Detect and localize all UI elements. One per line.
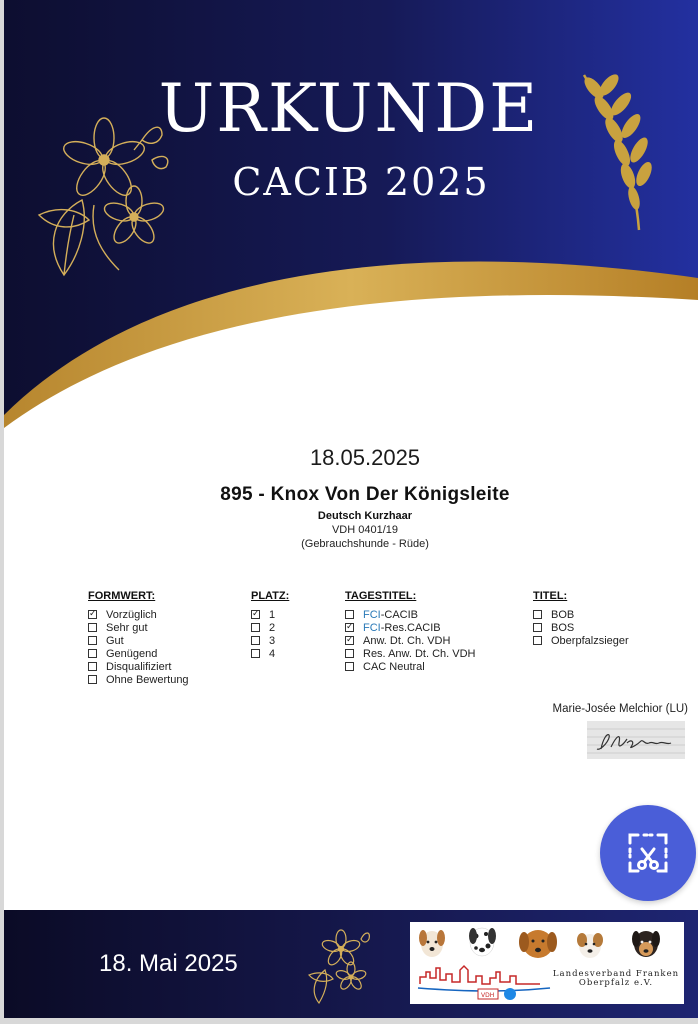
footer-date: 18. Mai 2025 — [99, 950, 238, 977]
judge-name: Marie-Josée Melchior (LU) — [552, 703, 688, 715]
option-label: Ohne Bewertung — [106, 673, 189, 686]
checkbox — [88, 636, 97, 645]
club-logo — [410, 922, 684, 1004]
option-label: Oberpfalzsieger — [551, 634, 629, 647]
option-label: 2 — [269, 621, 276, 634]
checkbox — [345, 662, 354, 671]
formwert-option — [88, 621, 189, 634]
checkbox — [533, 636, 542, 645]
checkbox — [251, 610, 260, 619]
formwert-option — [88, 608, 189, 621]
checkbox — [88, 675, 97, 684]
option-label: Genügend — [106, 647, 158, 660]
titel-option — [533, 634, 629, 647]
formwert-option — [88, 660, 189, 673]
tagestitel-section — [345, 590, 475, 673]
club-name-line1: Landesverband Franken — [552, 969, 680, 979]
screenshot-crop-icon — [600, 805, 696, 901]
titel-option — [533, 608, 629, 621]
option-label: Disqualifiziert — [106, 660, 172, 673]
checkbox — [251, 623, 260, 632]
titel-option — [533, 621, 629, 634]
option-label: BOB — [551, 608, 575, 621]
dogs-illustration — [410, 922, 684, 1004]
registration-number: VDH 0401/19 — [331, 524, 399, 536]
option-label: Vorzüglich — [106, 608, 157, 621]
checkbox — [345, 623, 354, 632]
certificate-subtitle: CACIB 2025 — [232, 160, 490, 204]
checkbox — [88, 649, 97, 658]
checkbox — [251, 636, 260, 645]
platz-option — [251, 634, 289, 647]
club-name — [550, 970, 682, 988]
judge-signature — [587, 721, 685, 759]
formwert-heading: FORMWERT: — [88, 590, 156, 602]
formwert-option — [88, 673, 189, 686]
option-label: CAC Neutral — [363, 660, 425, 673]
option-label: BOS — [551, 621, 575, 634]
checkbox — [88, 623, 97, 632]
checkbox — [345, 610, 354, 619]
option-label: Sehr gut — [106, 621, 148, 634]
option-label: 3 — [269, 634, 276, 647]
option-label: Anw. Dt. Ch. VDH — [363, 634, 451, 647]
platz-option — [251, 608, 289, 621]
tagestitel-option — [345, 621, 475, 634]
titel-heading: TITEL: — [533, 590, 568, 602]
option-label: -Res.CACIB — [380, 621, 441, 634]
option-label: Gut — [106, 634, 124, 647]
option-label: 4 — [269, 647, 276, 660]
dog-breed: Deutsch Kurzhaar — [317, 510, 413, 522]
formwert-section — [88, 590, 189, 686]
option-label: Res. Anw. Dt. Ch. VDH — [363, 647, 476, 660]
gold-flower-small-icon — [305, 925, 375, 1005]
show-date: 18.05.2025 — [309, 445, 421, 470]
checkbox — [533, 623, 542, 632]
checkbox — [345, 649, 354, 658]
show-class: (Gebrauchshunde - Rüde) — [301, 538, 429, 550]
option-label: -CACIB — [380, 608, 419, 621]
fci-prefix: FCI — [363, 621, 381, 634]
platz-option — [251, 647, 289, 660]
club-name-line2: Oberpfalz e.V. — [578, 978, 654, 988]
dog-name: 895 - Knox Von Der Königsleite — [220, 484, 510, 505]
fci-prefix: FCI — [363, 608, 381, 621]
svg-text:VDH: VDH — [481, 992, 495, 999]
tagestitel-heading: TAGESTITEL: — [345, 590, 417, 602]
checkbox — [251, 649, 260, 658]
checkbox — [533, 610, 542, 619]
formwert-option — [88, 634, 189, 647]
tagestitel-option — [345, 647, 475, 660]
platz-section — [251, 590, 289, 660]
screenshot-crop-button[interactable] — [600, 805, 696, 901]
certificate-title: URKUNDE — [158, 70, 540, 147]
formwert-option — [88, 647, 189, 660]
option-label: 1 — [269, 608, 276, 621]
checkbox — [88, 610, 97, 619]
platz-option — [251, 621, 289, 634]
tagestitel-option — [345, 634, 475, 647]
checkbox — [88, 662, 97, 671]
checkbox — [345, 636, 354, 645]
tagestitel-option — [345, 608, 475, 621]
tagestitel-option — [345, 660, 475, 673]
platz-heading: PLATZ: — [251, 590, 290, 602]
titel-section — [533, 590, 629, 647]
